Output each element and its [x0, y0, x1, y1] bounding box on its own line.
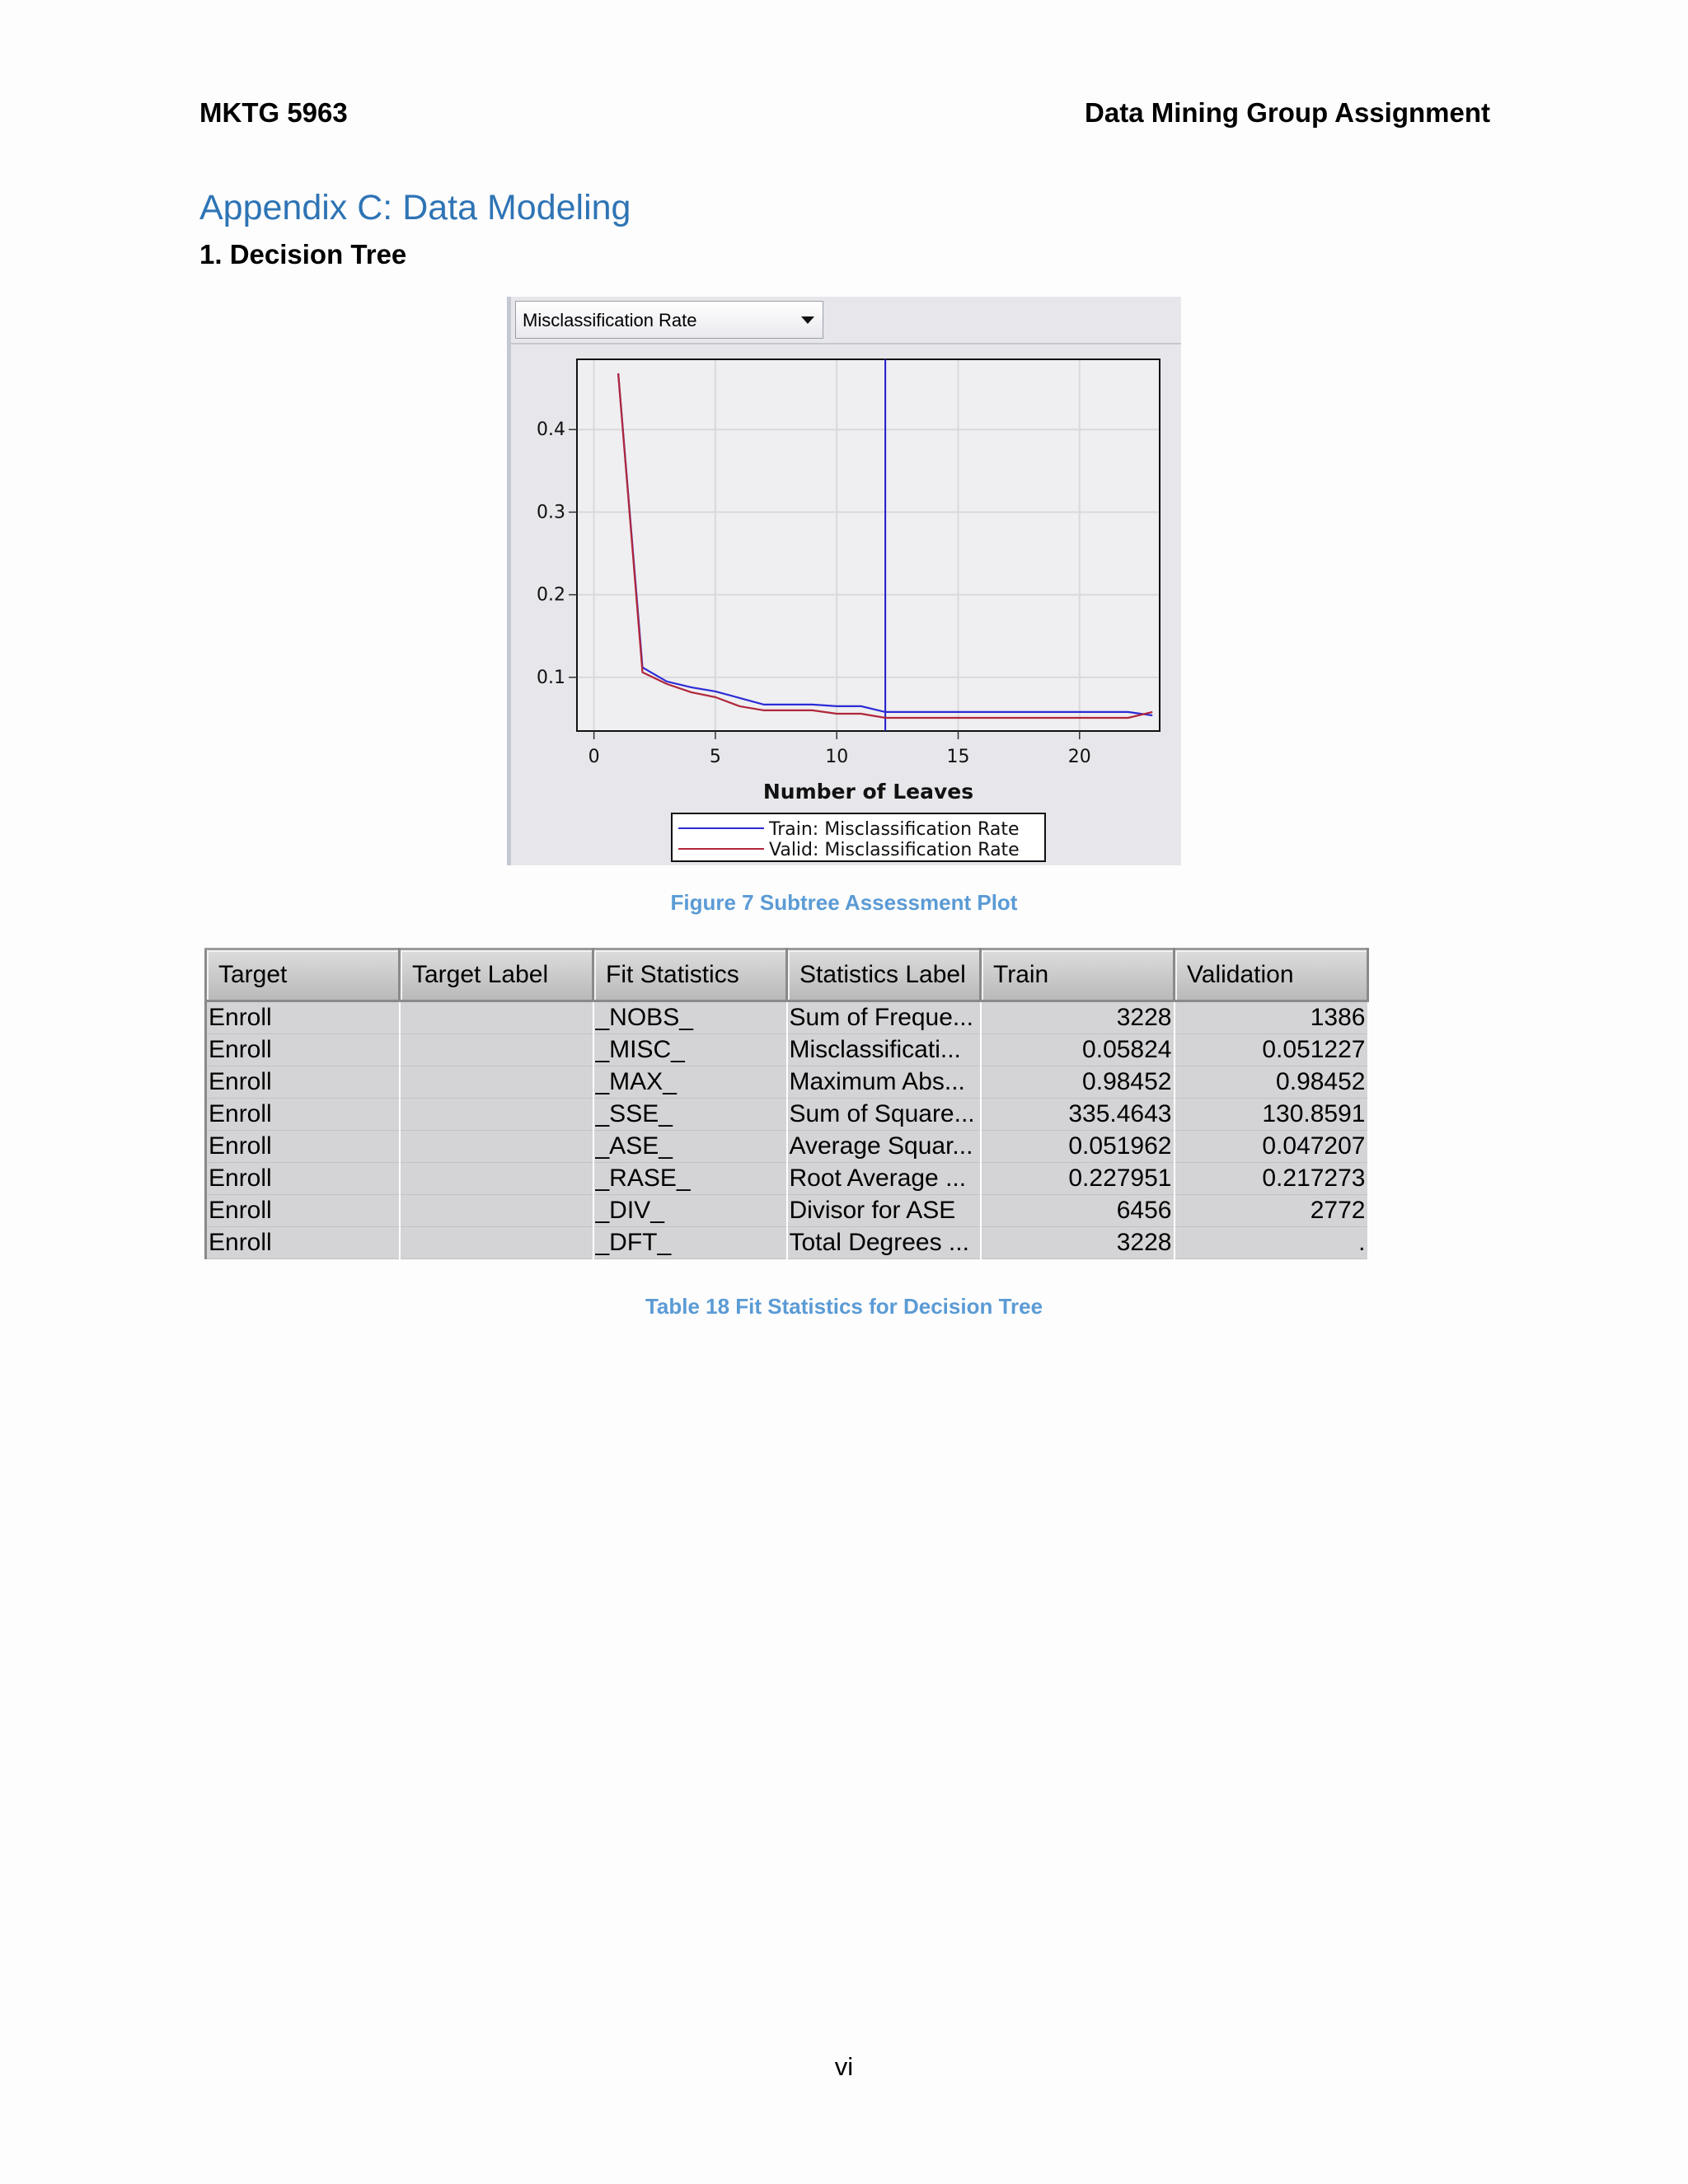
x-tick-label: 20 [1067, 747, 1091, 767]
cell-train: 0.227951 [981, 1163, 1175, 1195]
cell-target-label [400, 1163, 593, 1195]
column-header-target-label[interactable]: Target Label [400, 949, 593, 1001]
table-row[interactable] [206, 1131, 1368, 1163]
cell-target-label [400, 1066, 593, 1099]
x-tick-label: 10 [825, 747, 849, 767]
cell-statistics-label: Divisor for ASE [787, 1195, 981, 1227]
cell-train: 0.98452 [981, 1066, 1175, 1099]
table-row[interactable] [206, 1066, 1368, 1099]
fit-statistics-table [204, 948, 1369, 1259]
cell-statistics-label: Sum of Square... [787, 1099, 981, 1131]
y-tick-label: 0.3 [537, 502, 565, 523]
cell-target-label [400, 1001, 593, 1034]
cell-statistics-label: Average Squar... [787, 1131, 981, 1163]
table-row[interactable] [206, 1001, 1368, 1034]
table-header-row [206, 949, 1368, 1001]
cell-fit-statistics: _MAX_ [593, 1066, 787, 1099]
cell-target: Enroll [206, 1163, 400, 1195]
cell-validation: 0.051227 [1175, 1034, 1368, 1066]
cell-statistics-label: Total Degrees ... [787, 1227, 981, 1259]
cell-validation: 0.047207 [1175, 1131, 1368, 1163]
table-body [206, 1001, 1368, 1259]
table-row[interactable] [206, 1227, 1368, 1259]
cell-statistics-label: Root Average ... [787, 1163, 981, 1195]
cell-validation: 1386 [1175, 1001, 1368, 1034]
y-tick-label: 0.1 [537, 667, 565, 688]
cell-target: Enroll [206, 1227, 400, 1259]
cell-target-label [400, 1131, 593, 1163]
legend-label: Train: Misclassification Rate [769, 819, 1020, 840]
cell-target-label [400, 1099, 593, 1131]
cell-fit-statistics: _RASE_ [593, 1163, 787, 1195]
cell-validation: 0.217273 [1175, 1163, 1368, 1195]
cell-statistics-label: Maximum Abs... [787, 1066, 981, 1099]
column-header-validation[interactable]: Validation [1175, 949, 1368, 1001]
figure-caption: Figure 7 Subtree Assessment Plot [670, 890, 1018, 915]
table-row[interactable] [206, 1163, 1368, 1195]
section-heading: 1. Decision Tree [199, 239, 407, 269]
chart-plot [511, 297, 1181, 865]
cell-train: 335.4643 [981, 1099, 1175, 1131]
cell-statistics-label: Sum of Freque... [787, 1001, 981, 1034]
course-code: MKTG 5963 [199, 97, 348, 128]
column-header-target[interactable]: Target [206, 949, 400, 1001]
cell-target: Enroll [206, 1001, 400, 1034]
cell-validation: 0.98452 [1175, 1066, 1368, 1099]
page-number: vi [834, 2052, 854, 2081]
cell-fit-statistics: _ASE_ [593, 1131, 787, 1163]
cell-train: 0.05824 [981, 1034, 1175, 1066]
y-tick-label: 0.4 [537, 419, 565, 441]
table-row[interactable] [206, 1034, 1368, 1066]
cell-fit-statistics: _MISC_ [593, 1034, 787, 1066]
cell-target-label [400, 1227, 593, 1259]
cell-train: 3228 [981, 1001, 1175, 1034]
table-row[interactable] [206, 1099, 1368, 1131]
cell-target: Enroll [206, 1066, 400, 1099]
cell-fit-statistics: _DFT_ [593, 1227, 787, 1259]
cell-fit-statistics: _DIV_ [593, 1195, 787, 1227]
statistic-dropdown-value: Misclassification Rate [523, 310, 697, 330]
x-axis-label: Number of Leaves [762, 780, 974, 804]
x-tick-label: 5 [709, 747, 721, 767]
y-tick-label: 0.2 [537, 584, 565, 606]
table-caption: Table 18 Fit Statistics for Decision Tree [645, 1294, 1043, 1319]
cell-fit-statistics: _SSE_ [593, 1099, 787, 1131]
column-header-fit-statistics[interactable]: Fit Statistics [593, 949, 787, 1001]
cell-target: Enroll [206, 1131, 400, 1163]
column-header-train[interactable]: Train [981, 949, 1175, 1001]
cell-target-label [400, 1195, 593, 1227]
cell-target: Enroll [206, 1099, 400, 1131]
cell-validation: . [1175, 1227, 1368, 1259]
x-tick-label: 15 [946, 747, 970, 767]
cell-validation: 130.8591 [1175, 1099, 1368, 1131]
appendix-heading: Appendix C: Data Modeling [199, 188, 631, 227]
subtree-assessment-chart [507, 297, 1181, 865]
cell-target: Enroll [206, 1034, 400, 1066]
cell-target-label [400, 1034, 593, 1066]
column-header-statistics-label[interactable]: Statistics Label [787, 949, 981, 1001]
plot-area [577, 359, 1160, 731]
legend-label: Valid: Misclassification Rate [769, 840, 1020, 860]
cell-target: Enroll [206, 1195, 400, 1227]
cell-train: 6456 [981, 1195, 1175, 1227]
table-row[interactable] [206, 1195, 1368, 1227]
cell-validation: 2772 [1175, 1195, 1368, 1227]
cell-fit-statistics: _NOBS_ [593, 1001, 787, 1034]
cell-train: 3228 [981, 1227, 1175, 1259]
cell-train: 0.051962 [981, 1131, 1175, 1163]
cell-statistics-label: Misclassificati... [787, 1034, 981, 1066]
x-tick-label: 0 [588, 747, 600, 767]
assignment-title: Data Mining Group Assignment [1085, 97, 1490, 128]
